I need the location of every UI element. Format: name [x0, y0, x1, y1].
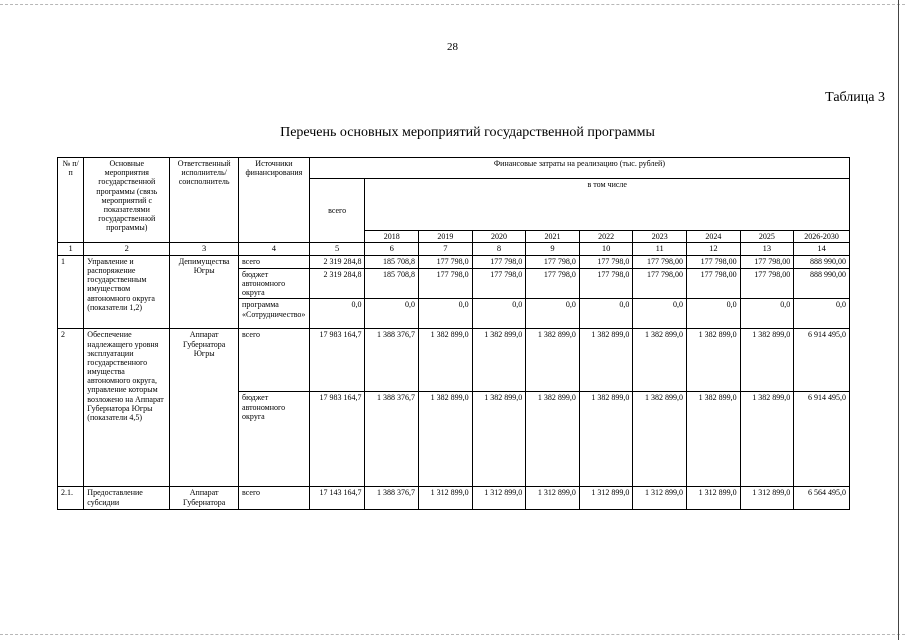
value-cell: 6 564 495,0: [794, 487, 850, 510]
table-label: Таблица 3: [825, 90, 885, 105]
value-cell: 177 798,0: [472, 268, 526, 299]
row-executor: Аппарат Губернатора Югры: [170, 329, 239, 487]
value-cell: 1 312 899,0: [526, 487, 580, 510]
table-row: [58, 255, 850, 268]
value-cell: 0,0: [365, 299, 419, 329]
value-cell: 0,0: [309, 299, 365, 329]
row-source: всего: [239, 487, 310, 510]
value-cell: 1 382 899,0: [740, 392, 794, 487]
value-cell: 177 798,00: [687, 268, 741, 299]
column-numbers-row: [58, 243, 850, 256]
row-source: всего: [239, 255, 310, 268]
header-year: 2023: [633, 230, 687, 242]
value-cell: 17 143 164,7: [309, 487, 365, 510]
value-cell: 1 312 899,0: [633, 487, 687, 510]
value-cell: 1 312 899,0: [579, 487, 633, 510]
value-cell: 177 798,0: [419, 268, 473, 299]
scan-edge-top: [0, 4, 905, 5]
row-source: бюджет автономного округа: [239, 268, 310, 299]
value-cell: 177 798,00: [633, 255, 687, 268]
value-cell: 1 312 899,0: [472, 487, 526, 510]
value-cell: 1 388 376,7: [365, 487, 419, 510]
header-year: 2026-2030: [794, 230, 850, 242]
row-source: бюджет автономного округа: [239, 392, 310, 487]
value-cell: 1 382 899,0: [472, 392, 526, 487]
value-cell: 0,0: [687, 299, 741, 329]
value-cell: 0,0: [579, 299, 633, 329]
column-number: 14: [794, 243, 850, 256]
document-title: Перечень основных мероприятий государственной программы: [280, 125, 655, 140]
value-cell: 17 983 164,7: [309, 392, 365, 487]
value-cell: 177 798,0: [579, 255, 633, 268]
value-cell: 1 382 899,0: [472, 329, 526, 392]
column-number: 1: [58, 243, 84, 256]
row-num: 2: [58, 329, 84, 487]
header-num: № п/п: [58, 158, 84, 243]
value-cell: 1 382 899,0: [687, 329, 741, 392]
value-cell: 0,0: [419, 299, 473, 329]
value-cell: 888 990,00: [794, 255, 850, 268]
value-cell: 177 798,00: [740, 255, 794, 268]
column-number: 11: [633, 243, 687, 256]
value-cell: 1 382 899,0: [633, 329, 687, 392]
header-year: 2024: [687, 230, 741, 242]
header-including: в том числе: [365, 179, 850, 231]
value-cell: 0,0: [472, 299, 526, 329]
column-number: 8: [472, 243, 526, 256]
row-num: 1: [58, 255, 84, 329]
value-cell: 1 388 376,7: [365, 392, 419, 487]
value-cell: 2 319 284,8: [309, 268, 365, 299]
page-number: 28: [447, 41, 458, 53]
column-number: 2: [84, 243, 170, 256]
value-cell: 0,0: [794, 299, 850, 329]
column-number: 7: [419, 243, 473, 256]
value-cell: 1 382 899,0: [579, 329, 633, 392]
value-cell: 0,0: [740, 299, 794, 329]
value-cell: 1 388 376,7: [365, 329, 419, 392]
value-cell: 1 382 899,0: [740, 329, 794, 392]
value-cell: 177 798,00: [687, 255, 741, 268]
value-cell: 177 798,00: [633, 268, 687, 299]
column-number: 12: [687, 243, 741, 256]
header-total: всего: [309, 179, 365, 243]
header-source: Источники финансирования: [239, 158, 310, 243]
value-cell: 1 382 899,0: [526, 392, 580, 487]
value-cell: 177 798,0: [472, 255, 526, 268]
scan-edge-right: [898, 0, 899, 640]
header-year: 2019: [419, 230, 473, 242]
header-year: 2025: [740, 230, 794, 242]
column-number: 5: [309, 243, 365, 256]
row-executor: Депимущества Югры: [170, 255, 239, 329]
value-cell: 2 319 284,8: [309, 255, 365, 268]
table-row: [58, 329, 850, 392]
column-number: 13: [740, 243, 794, 256]
value-cell: 1 382 899,0: [526, 329, 580, 392]
value-cell: 0,0: [526, 299, 580, 329]
header-row-1: [58, 158, 850, 179]
header-year: 2021: [526, 230, 580, 242]
value-cell: 177 798,0: [579, 268, 633, 299]
value-cell: 177 798,00: [740, 268, 794, 299]
value-cell: 1 312 899,0: [687, 487, 741, 510]
value-cell: 185 708,8: [365, 255, 419, 268]
value-cell: 1 312 899,0: [419, 487, 473, 510]
value-cell: 1 382 899,0: [419, 329, 473, 392]
value-cell: 6 914 495,0: [794, 392, 850, 487]
header-year: 2018: [365, 230, 419, 242]
value-cell: 1 382 899,0: [579, 392, 633, 487]
row-event: Обеспечение надлежащего уровня эксплуатации государственного имущества автономного округа, управление которым возложено на Аппарат Губернатора Югры (показатели 4,5): [84, 329, 170, 487]
row-source: программа «Сотрудничество»: [239, 299, 310, 329]
value-cell: 185 708,8: [365, 268, 419, 299]
row-event: Управление и распоряжение государственным имуществом автономного округа (показатели 1,2): [84, 255, 170, 329]
value-cell: 177 798,0: [419, 255, 473, 268]
column-number: 10: [579, 243, 633, 256]
row-executor: Аппарат Губернатора: [170, 487, 239, 510]
header-event: Основные мероприятия государственной программы (связь мероприятий с показателями государственной программы): [84, 158, 170, 243]
value-cell: 1 312 899,0: [740, 487, 794, 510]
column-number: 4: [239, 243, 310, 256]
value-cell: 888 990,00: [794, 268, 850, 299]
value-cell: 177 798,0: [526, 268, 580, 299]
row-event: Предоставление субсидии: [84, 487, 170, 510]
scan-edge-bottom: [0, 634, 905, 635]
column-number: 6: [365, 243, 419, 256]
value-cell: 1 382 899,0: [419, 392, 473, 487]
value-cell: 6 914 495,0: [794, 329, 850, 392]
row-source: всего: [239, 329, 310, 392]
value-cell: 0,0: [633, 299, 687, 329]
column-number: 3: [170, 243, 239, 256]
column-number: 9: [526, 243, 580, 256]
table-row: [58, 487, 850, 510]
header-year: 2020: [472, 230, 526, 242]
program-events-table: [57, 157, 850, 510]
header-executor: Ответственный исполнитель/ соисполнитель: [170, 158, 239, 243]
header-year: 2022: [579, 230, 633, 242]
value-cell: 1 382 899,0: [687, 392, 741, 487]
row-num: 2.1.: [58, 487, 84, 510]
header-financial: Финансовые затраты на реализацию (тыс. рублей): [309, 158, 849, 179]
value-cell: 177 798,0: [526, 255, 580, 268]
value-cell: 1 382 899,0: [633, 392, 687, 487]
value-cell: 17 983 164,7: [309, 329, 365, 392]
